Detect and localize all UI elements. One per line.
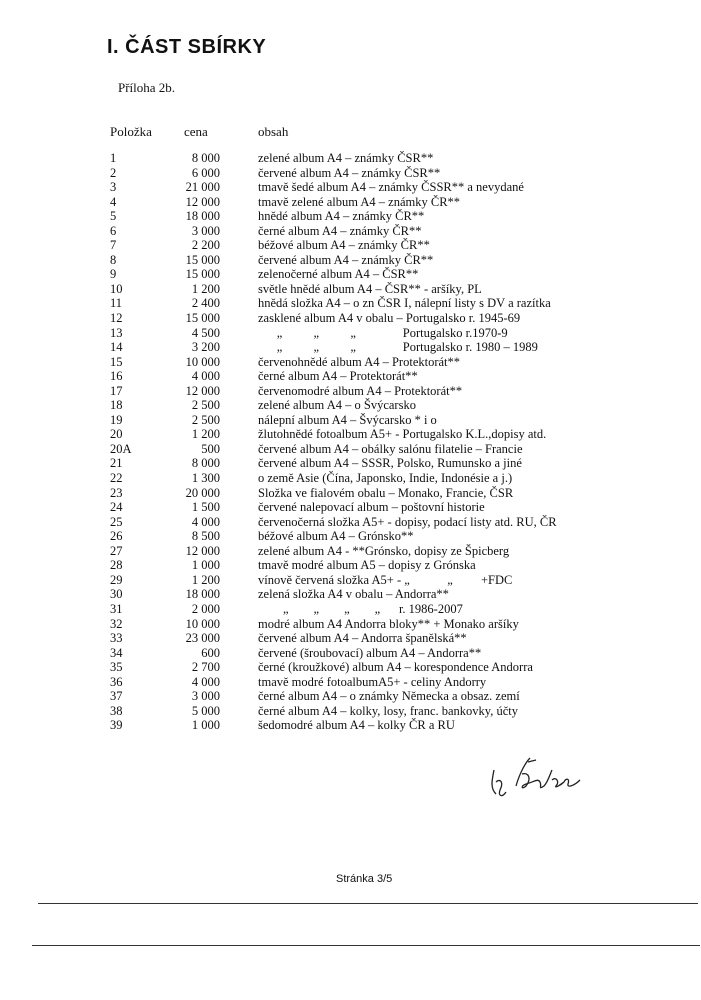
row-content: nálepní album A4 – Švýcarsko * i o [258,412,437,427]
row-item-number: 37 [110,689,123,704]
table-row [0,282,701,297]
handwritten-signature [480,752,592,804]
row-price: 10 000 [185,354,220,369]
row-item-number: 23 [110,485,123,500]
table-row [0,442,701,457]
row-content: červené album A4 – známky ČSR** [258,165,441,180]
row-price: 15 000 [185,267,220,282]
page-number: Stránka 3/5 [336,873,393,885]
column-header-item: Položka [110,124,152,139]
row-item-number: 6 [110,223,117,238]
row-content: červené album A4 – známky ČR** [258,252,434,267]
row-content: zelené album A4 - **Grónsko, dopisy ze Špicberg [258,543,510,558]
row-content: černé (kroužkové) album A4 – korespondence Andorra [258,660,533,675]
table-row [0,631,701,646]
row-content: vínově červená složka A5+ - „ „ +FDC [258,572,513,587]
row-price: 2 000 [191,601,220,616]
row-price: 4 000 [191,674,220,689]
row-item-number: 34 [110,645,123,660]
table-row [0,660,701,675]
table-row [0,369,701,384]
row-item-number: 26 [110,529,123,544]
row-content: tmavě šedé album A4 – známky ČSSR** a nevydané [258,180,524,195]
row-content: tmavě zelené album A4 – známky ČR** [258,194,461,209]
row-price: 10 000 [185,616,220,631]
column-header-price: cena [184,124,208,139]
row-item-number: 2 [110,165,117,180]
row-price: 1 300 [191,471,220,486]
table-row [0,209,701,224]
row-price: 4 500 [191,325,220,340]
row-price: 1 000 [191,558,220,573]
row-content: černé album A4 – Protektorát** [258,369,418,384]
row-content: světle hnědé album A4 – ČSR** - aršíky, PL [258,281,482,296]
row-item-number: 5 [110,209,117,224]
table-row [0,326,701,341]
row-content: Složka ve fialovém obalu – Monako, Francie, ČSR [258,485,514,500]
table-row [0,602,701,617]
row-price: 8 000 [191,456,220,471]
row-item-number: 15 [110,354,123,369]
table-row [0,704,701,719]
row-price: 1 500 [191,500,220,515]
table-row [0,471,701,486]
row-price: 12 000 [185,543,220,558]
row-item-number: 30 [110,587,123,602]
row-price: 1 000 [191,718,220,733]
table-row [0,573,701,588]
table-row [0,544,701,559]
table-row [0,384,701,399]
table-row [0,529,701,544]
row-content: zelené album A4 – o Švýcarsko [258,398,416,413]
row-content: „ „ „ Portugalsko r. 1980 – 1989 [258,340,538,355]
row-item-number: 21 [110,456,123,471]
row-price: 3 000 [191,223,220,238]
row-item-number: 29 [110,572,123,587]
row-price: 21 000 [185,180,220,195]
item-list [0,151,701,733]
row-item-number: 12 [110,311,123,326]
row-price: 3 000 [191,689,220,704]
row-content: žlutohnědé fotoalbum A5+ - Portugalsko K.L.,dopisy atd. [258,427,547,442]
row-content: červenohnědé album A4 – Protektorát** [258,354,461,369]
row-item-number: 11 [110,296,123,311]
row-price: 600 [201,645,220,660]
row-item-number: 8 [110,252,117,267]
column-header-content: obsah [258,124,289,139]
row-item-number: 25 [110,514,123,529]
row-price: 12 000 [185,383,220,398]
row-price: 18 000 [185,209,220,224]
table-row [0,500,701,515]
row-price: 1 200 [191,427,220,442]
table-row [0,180,701,195]
row-content: „ „ „ Portugalsko r.1970-9 [258,325,508,340]
row-price: 12 000 [185,194,220,209]
row-price: 2 400 [191,296,220,311]
row-item-number: 32 [110,616,123,631]
table-row [0,224,701,239]
table-row [0,238,701,253]
row-price: 2 500 [191,412,220,427]
row-content: zelenočerné album A4 – ČSR** [258,267,419,282]
row-item-number: 1 [110,151,117,165]
table-row [0,617,701,632]
attachment-label: Příloha 2b. [118,80,176,95]
row-item-number: 36 [110,674,123,689]
row-item-number: 9 [110,267,117,282]
page-title: I. ČÁST SBÍRKY [107,36,267,58]
row-content: béžové album A4 – Grónsko** [258,529,414,544]
row-content: černé album A4 – kolky, losy, franc. bankovky, účty [258,703,519,718]
row-price: 1 200 [191,281,220,296]
row-content: o země Asie (Čína, Japonsko, Indie, Indonésie a j.) [258,471,513,486]
table-row [0,398,701,413]
row-price: 8 000 [191,151,220,165]
row-content: černé album A4 – známky ČR** [258,223,422,238]
row-content: zelené album A4 – známky ČSR** [258,151,434,165]
table-row [0,253,701,268]
table-row [0,427,701,442]
table-row [0,646,701,661]
row-price: 8 500 [191,529,220,544]
row-item-number: 20A [110,441,132,456]
row-price: 15 000 [185,252,220,267]
table-row [0,515,701,530]
table-row [0,456,701,471]
table-row [0,151,701,166]
table-row [0,675,701,690]
row-item-number: 28 [110,558,123,573]
row-item-number: 14 [110,340,123,355]
row-price: 3 200 [191,340,220,355]
table-row [0,558,701,573]
row-item-number: 20 [110,427,123,442]
row-item-number: 33 [110,631,123,646]
row-item-number: 4 [110,194,117,209]
row-price: 4 000 [191,369,220,384]
row-item-number: 39 [110,718,123,733]
row-content: hnědé album A4 – známky ČR** [258,209,425,224]
table-row [0,195,701,210]
table-row [0,486,701,501]
table-row [0,296,701,311]
row-content: tmavě modré album A5 – dopisy z Grónska [258,558,476,573]
row-content: červené (šroubovací) album A4 – Andorra** [258,645,482,660]
row-content: černé album A4 – o známky Německa a obsaz. zemí [258,689,520,704]
row-item-number: 24 [110,500,123,515]
row-item-number: 16 [110,369,123,384]
row-price: 2 700 [191,660,220,675]
row-price: 15 000 [185,311,220,326]
row-price: 23 000 [185,631,220,646]
row-content: hnědá složka A4 – o zn ČSR I, nálepní listy s DV a razítka [258,296,551,311]
row-content: zasklené album A4 v obalu – Portugalsko r. 1945-69 [258,311,521,326]
row-item-number: 22 [110,471,123,486]
row-content: „ „ „ „ r. 1986-2007 [258,601,463,616]
divider-line [32,945,700,946]
row-content: zelená složka A4 v obalu – Andorra** [258,587,449,602]
table-row [0,311,701,326]
row-price: 5 000 [191,703,220,718]
row-content: červené album A4 – SSSR, Polsko, Rumunsko a jiné [258,456,522,471]
row-price: 2 200 [191,238,220,253]
row-item-number: 13 [110,325,123,340]
divider-line [38,903,698,904]
row-content: modré album A4 Andorra bloky** + Monako aršíky [258,616,519,631]
row-item-number: 17 [110,383,123,398]
row-price: 500 [201,441,220,456]
row-price: 2 500 [191,398,220,413]
table-row [0,340,701,355]
row-content: červené album A4 – obálky salónu filatelie – Francie [258,441,523,456]
row-content: šedomodré album A4 – kolky ČR a RU [258,718,455,733]
row-price: 1 200 [191,572,220,587]
row-content: červené nalepovací album – poštovní historie [258,500,485,515]
table-row [0,718,701,733]
row-item-number: 7 [110,238,117,253]
row-price: 18 000 [185,587,220,602]
row-content: červené album A4 – Andorra španělská** [258,631,467,646]
table-row [0,413,701,428]
row-content: tmavě modré fotoalbumA5+ - celiny Andorry [258,674,487,689]
row-price: 4 000 [191,514,220,529]
table-row [0,689,701,704]
row-content: červenomodré album A4 – Protektorát** [258,383,463,398]
row-content: červenočerná složka A5+ - dopisy, podací listy atd. RU, ČR [258,514,557,529]
row-item-number: 3 [110,180,117,195]
table-row [0,355,701,370]
row-item-number: 18 [110,398,123,413]
row-item-number: 27 [110,543,123,558]
row-item-number: 38 [110,703,123,718]
table-row [0,587,701,602]
row-price: 20 000 [185,485,220,500]
row-content: béžové album A4 – známky ČR** [258,238,430,253]
row-item-number: 19 [110,412,123,427]
row-item-number: 31 [110,601,123,616]
row-item-number: 10 [110,281,123,296]
row-price: 6 000 [191,165,220,180]
table-row [0,166,701,181]
table-row [0,267,701,282]
row-item-number: 35 [110,660,123,675]
